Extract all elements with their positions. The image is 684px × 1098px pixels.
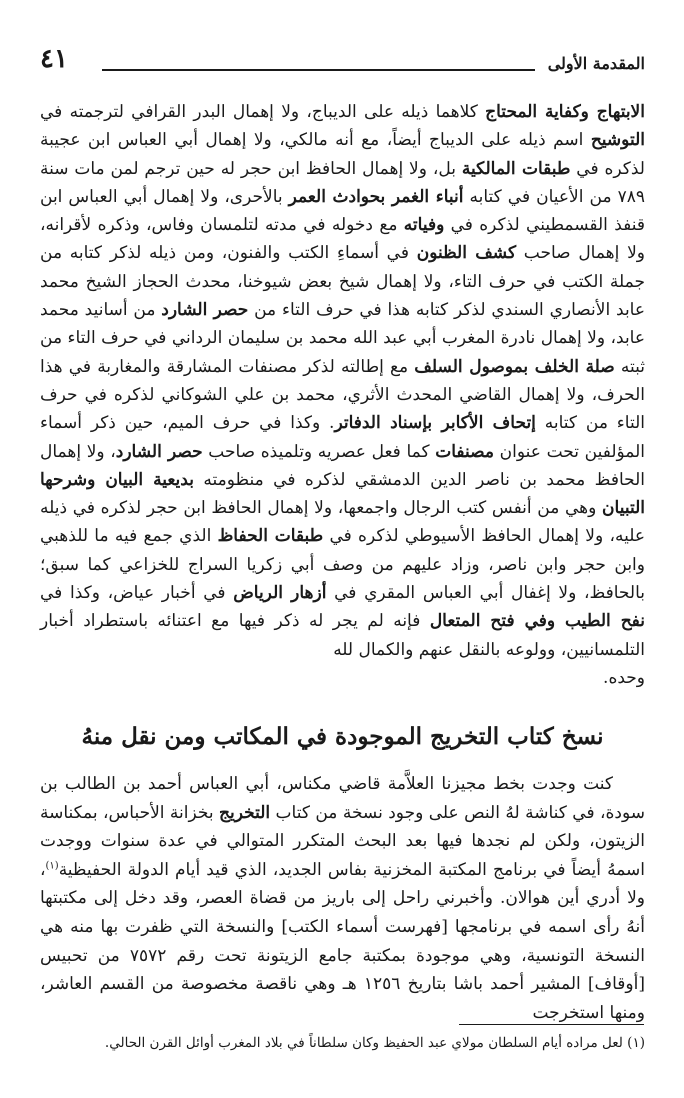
paragraph-tail: وحده. <box>603 667 645 688</box>
second-paragraph <box>40 770 645 1027</box>
text-run: مع دخوله في مدته لتلمسان وفاس، وذكره لأقرانه، ولا إهمال صاحب <box>40 215 645 264</box>
book-title: بديعية البيان وشرحها التبيان <box>40 469 645 519</box>
book-title: طبقات المالكية <box>461 158 571 179</box>
text-run: في أخبار عياض، وكذا في <box>40 583 234 604</box>
book-title: أنباء الغمر بحوادث العمر <box>288 186 464 207</box>
book-title: صلة الخلف بموصول السلف <box>414 356 615 377</box>
text-run: في أسماءِ الكتب والفنون، ومن ذيله لذكر كتابه من جملة الكتب في حرف التاء، ولا إهمال شيخ بعض شيوخنا، محدث الحجاز الشيخ محمد عابد الأنصاري السندي لذكر كتابه هذا في حرف التاء من <box>40 243 645 321</box>
text-run: كنت وجدت بخط مجيزنا العلاَّمة قاضي مكناس، أبي العباس أحمد بن الطالب بن سودة، في كناشة لهُ النص على وجود نسخة من كتاب <box>40 774 645 823</box>
footnote-marker: (١) <box>45 860 59 872</box>
book-title: كشف الظنون <box>416 243 517 264</box>
section-title: المقدمة الأولى <box>547 54 645 73</box>
text-run: ، ولا إهمال الحافظ محمد بن ناصر الدين الدمشقي لذكره في منظومته <box>40 441 646 490</box>
text-run: اسم ذيله على الديباج أيضاً، مع أنه مالكي، ولا إهمال أبي العباس ابن عجيبة لذكره في <box>40 130 645 179</box>
running-header <box>40 40 645 80</box>
book-title: طبقات الحفاظ <box>217 526 324 547</box>
text-run: فإنه لم يجر له ذكر فيها مع اعتنائه باستطراد أخبار التلمسانيين، وولوعه بالنقل عنهم والكمال لله <box>40 611 645 660</box>
header-rule <box>102 69 535 71</box>
book-title: حصر الشارد <box>115 441 203 462</box>
text-run: وهي من أنفس كتب الرجال واجمعها، ولا إهمال الحافظ ابن حجر لذكره في ذيله عليه، ولا إهمال الحافظ الأسيوطي لذكره في <box>40 498 645 547</box>
book-title: حصر الشارد <box>161 300 249 321</box>
text-run: بخزانة الأحباس، بمكناسة الزيتون، ولكن لم نجدها فيها بعد البحث المتكرر المتوالي في عدة سنوات ووجدت اسمهُ أيضاً في برنامج المكتبة المخزنية بفاس الجديد، الذي قيد أيام الدولة الحفيظية <box>40 802 645 880</box>
footnote: (١) لعل مراده أيام السلطان مولاي عبد الحفيظ وكان سلطاناً في بلاد المغرب أوائل القرن الحالي. <box>104 1035 645 1051</box>
book-title: مصنفات <box>435 441 494 462</box>
text-run: . وكذا في حرف الميم، حين ذكر أسماء المؤلفين تحت عنوان <box>40 413 646 462</box>
book-title: التوشيح <box>590 130 645 151</box>
text-run: من أسانيد محمد عابد، ولا إهمال نادرة المغرب أبي عبد الله محمد بن سليمان الرداني في حرف التاء من ثبته <box>40 300 645 377</box>
book-title: التخريج <box>219 802 271 823</box>
text-run: كلاهما ذيله على الديباج، ولا إهمال البدر القرافي لترجمته في <box>40 102 486 122</box>
text-run: كما فعل عصريه وتلميذه صاحب <box>202 441 436 462</box>
main-paragraph <box>40 98 645 692</box>
text-run: الذي جمع فيه ما للذهبي وابن حجر وابن ناصر، وزاد عليهم من وصف أبي زكريا السراج للخزاعي كما سبق؛ بالحافظ، ولا إغفال أبي العباس المقري في <box>40 526 645 604</box>
book-title: وفياته <box>403 215 445 236</box>
section-heading: نسخ كتاب التخريج الموجودة في المكاتب ومن نقل منهُ <box>81 723 604 750</box>
page-number: ٤١ <box>40 44 68 74</box>
book-title: الابتهاج وكفاية المحتاج <box>485 102 645 122</box>
text-run: مع إطالته لذكر مصنفات المشارقة والمغاربة في هذا الحرف، ولا إهمال القاضي المحدث الأثري، محمد بن علي الشوكاني لذكره في حرف التاء من كتابه <box>40 356 645 434</box>
book-title: نفح الطيب وفي فتح المتعال <box>429 611 645 632</box>
book-title: إتحاف الأكابر بإسناد الدفاتر <box>334 413 536 434</box>
text-run: بل، ولا إهمال الحافظ ابن حجر له حين ترجم لمن مات سنة ٧٨٩ من الأعيان في كتابه <box>40 158 645 207</box>
book-title: أزهار الرياض <box>233 583 327 604</box>
footnote-rule <box>459 1024 644 1025</box>
text-run: ، ولا أدري أين هوالان. وأخبرني راحل إلى باريز من قضاة العصر، وقد دخل إلى مكتبتها أنهُ رأى اسمه في برنامجها [فهرست أسماء الكتب] والنسخة التي ظفرت بها منه هي النسخة التونسية، وهي موجودة بمكتبة جامع الزيتونة تحت رقم ٧٥٧٢ من تحبيس [أوقاف] المشير أحمد باشا بتاريخ ١٢٥٦ هـ وهي ناقصة مخصوصة من القسم العاشر، ومنها استخرجت <box>40 859 646 1023</box>
text-run: بالأحرى، ولا إهمال أبي العباس ابن قنفذ القسمطيني لذكره في <box>40 186 645 236</box>
